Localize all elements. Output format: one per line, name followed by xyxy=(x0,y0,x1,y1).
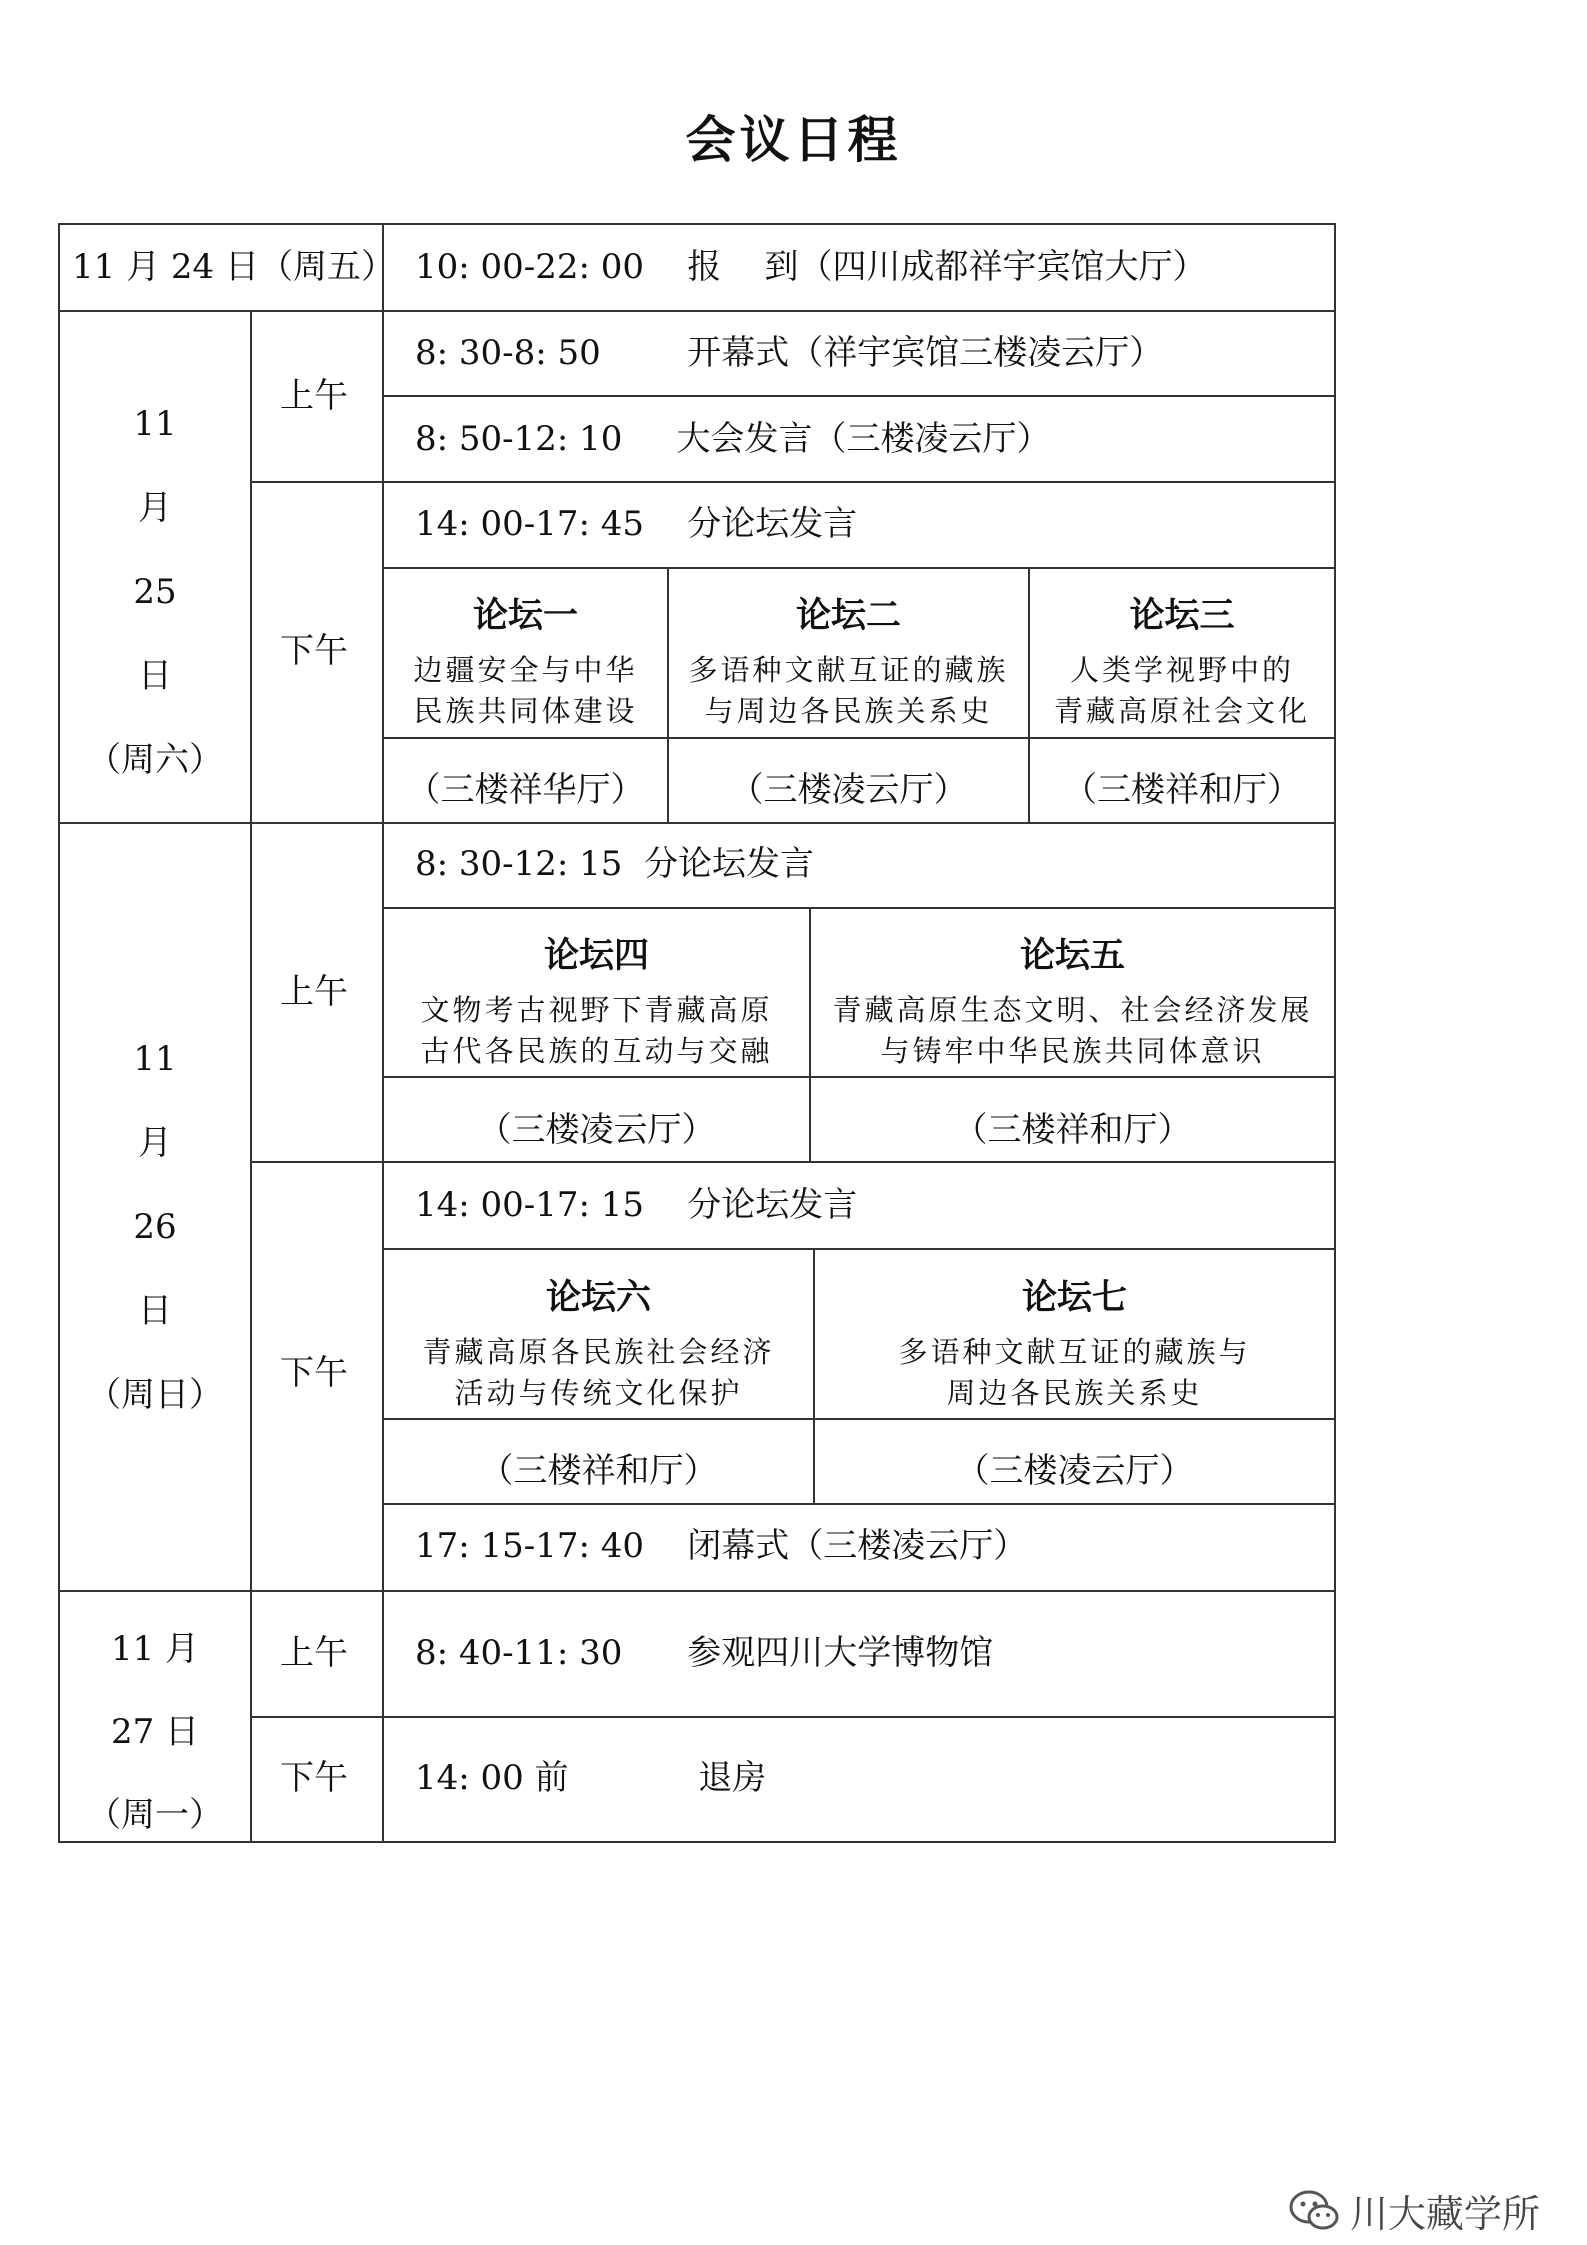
forum-topic xyxy=(669,650,1028,732)
forum-topic xyxy=(1030,650,1334,732)
forum-name: 论坛六 xyxy=(545,1278,651,1318)
forum-hall: （三楼凌云厅） xyxy=(729,770,968,810)
topic-line: 边疆安全与中华 xyxy=(413,653,638,687)
topic-line: 多语种文献互证的藏族 xyxy=(688,653,1009,687)
forum-hall: （三楼祥和厅） xyxy=(953,1110,1192,1150)
forum-cell xyxy=(669,588,1028,732)
forum-topic xyxy=(384,1332,813,1414)
opening-ceremony: 8: 30-8: 50 开幕式（祥宇宾馆三楼凌云厅） xyxy=(415,333,1164,373)
row-divider xyxy=(382,1248,1336,1250)
forum-cell xyxy=(815,1270,1334,1414)
forum-name: 论坛四 xyxy=(543,936,649,976)
topic-line: 青藏高原各民族社会经济 xyxy=(422,1335,775,1369)
date-line: 25 xyxy=(133,572,177,612)
forum-name: 论坛二 xyxy=(795,596,901,636)
forum-hall: （三楼凌云厅） xyxy=(955,1451,1194,1491)
forum-cell xyxy=(384,588,667,732)
forum-cell xyxy=(1030,588,1334,732)
forum-topic xyxy=(384,990,809,1072)
forum-cell xyxy=(384,928,809,1072)
date-line: 月 xyxy=(138,488,172,528)
forum-hall: （三楼祥华厅） xyxy=(406,770,645,810)
forum-hall: （三楼祥和厅） xyxy=(479,1451,718,1491)
session-pm-label: 下午 xyxy=(280,631,348,671)
session-pm-label: 下午 xyxy=(280,1353,348,1393)
topic-line: 周边各民族关系史 xyxy=(946,1376,1203,1410)
session-am-label: 上午 xyxy=(280,1633,348,1673)
row-divider xyxy=(382,395,1336,397)
forum-topic xyxy=(811,990,1334,1072)
forum-name: 论坛五 xyxy=(1019,936,1125,976)
row-divider xyxy=(382,737,1336,739)
topic-line: 与周边各民族关系史 xyxy=(704,694,993,728)
forum-cell xyxy=(811,928,1334,1072)
topic-line: 活动与传统文化保护 xyxy=(454,1376,743,1410)
date-line: 11 月 xyxy=(110,1629,200,1669)
column-divider xyxy=(250,822,252,1843)
forum-name: 论坛七 xyxy=(1021,1278,1127,1318)
checkout: 14: 00 前 退房 xyxy=(415,1758,767,1798)
registration-event: 10: 00-22: 00 报 到（四川成都祥宇宾馆大厅） xyxy=(415,247,1207,287)
topic-line: 民族共同体建设 xyxy=(413,694,638,728)
closing-ceremony: 17: 15-17: 40 闭幕式（三楼凌云厅） xyxy=(415,1526,1028,1566)
session-am-label: 上午 xyxy=(280,376,348,416)
table-border-top xyxy=(58,223,1336,225)
forum-hall: （三楼凌云厅） xyxy=(477,1110,716,1150)
date-nov-26 xyxy=(60,1017,250,1437)
forum-name: 论坛一 xyxy=(472,596,578,636)
forum-name: 论坛三 xyxy=(1129,596,1235,636)
row-divider xyxy=(250,1716,1336,1718)
topic-line: 人类学视野中的 xyxy=(1069,653,1294,687)
topic-line: 多语种文献互证的藏族与 xyxy=(898,1335,1251,1369)
row-divider xyxy=(382,1076,1336,1078)
date-line: 27 日 xyxy=(110,1712,200,1752)
date-line: （周日） xyxy=(87,1375,223,1415)
row-divider xyxy=(382,1418,1336,1420)
forum-cell xyxy=(384,1270,813,1414)
parallel-forums-header: 14: 00-17: 15 分论坛发言 xyxy=(415,1185,858,1225)
date-line: 11 xyxy=(133,1039,177,1079)
row-divider xyxy=(382,907,1336,909)
session-pm-label: 下午 xyxy=(280,1758,348,1798)
date-line: 26 xyxy=(133,1207,177,1247)
date-line: 月 xyxy=(138,1123,172,1163)
forum-hall: （三楼祥和厅） xyxy=(1063,770,1301,810)
date-line: 11 xyxy=(133,404,177,444)
parallel-forums-header: 14: 00-17: 45 分论坛发言 xyxy=(415,504,858,544)
row-divider xyxy=(382,567,1336,569)
watermark xyxy=(1288,2183,1540,2238)
date-line: （周一） xyxy=(87,1795,223,1835)
topic-line: 文物考古视野下青藏高原 xyxy=(420,993,773,1027)
parallel-forums-header: 8: 30-12: 15 分论坛发言 xyxy=(415,844,815,884)
forum-topic xyxy=(384,650,667,732)
forum-topic xyxy=(815,1332,1334,1414)
date-nov-27 xyxy=(60,1608,250,1857)
row-divider xyxy=(250,1161,1336,1163)
session-am-label: 上午 xyxy=(280,972,348,1012)
row-divider xyxy=(382,1503,1336,1505)
topic-line: 与铸牢中华民族共同体意识 xyxy=(880,1034,1265,1068)
row-divider xyxy=(250,481,1336,483)
museum-visit: 8: 40-11: 30 参观四川大学博物馆 xyxy=(415,1633,994,1673)
table-border-right xyxy=(1334,223,1336,1843)
watermark-text: 川大藏学所 xyxy=(1350,2192,1541,2236)
column-divider xyxy=(250,310,252,822)
topic-line: 古代各民族的互动与交融 xyxy=(420,1034,773,1068)
wechat-icon xyxy=(1288,2188,1342,2234)
date-line: 日 xyxy=(138,1291,172,1331)
plenary-session: 8: 50-12: 10 大会发言（三楼凌云厅） xyxy=(415,419,1051,459)
date-nov-25 xyxy=(60,382,250,802)
date-line: 日 xyxy=(138,656,172,696)
topic-line: 青藏高原生态文明、社会经济发展 xyxy=(832,993,1313,1027)
date-line: （周六） xyxy=(87,740,223,780)
topic-line: 青藏高原社会文化 xyxy=(1053,694,1310,728)
date-nov-24: 11 月 24 日（周五） xyxy=(72,247,395,287)
page-title: 会议日程 xyxy=(685,111,902,169)
